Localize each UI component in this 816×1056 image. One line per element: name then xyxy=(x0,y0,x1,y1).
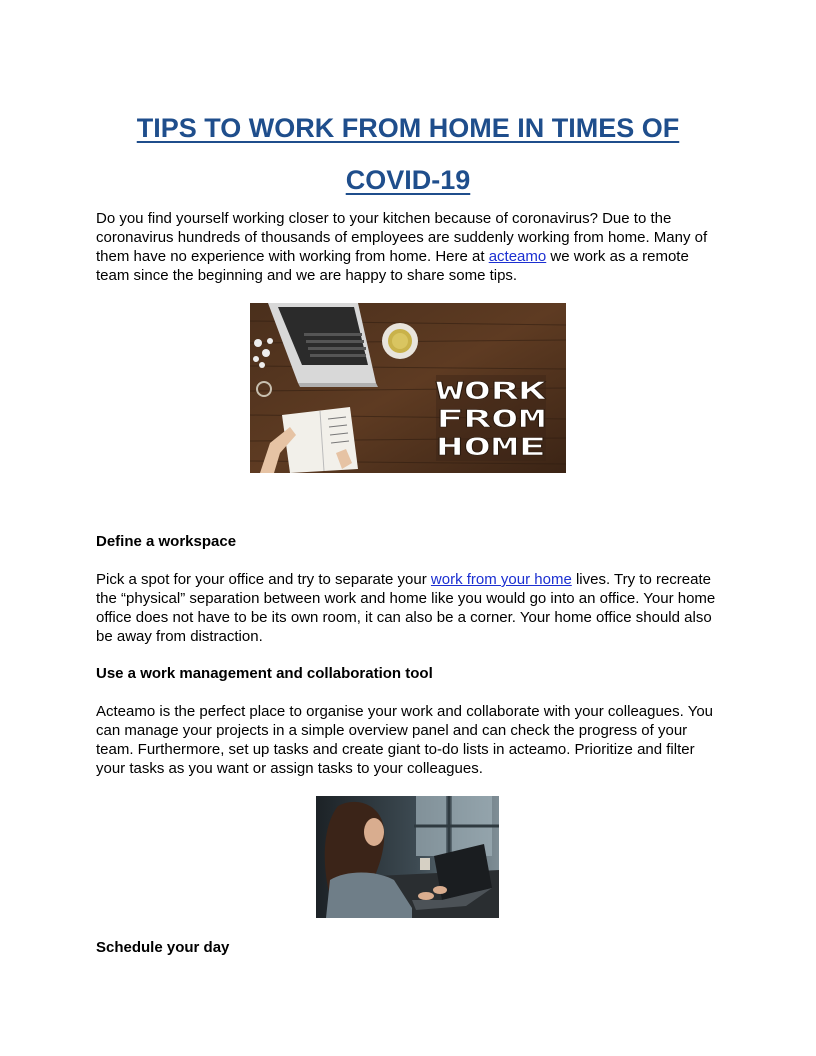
heading-work-management-tool: Use a work management and collaboration tool xyxy=(96,665,433,682)
woman-at-laptop-image xyxy=(316,796,499,918)
workspace-paragraph xyxy=(96,570,726,646)
acteamo-link[interactable]: acteamo xyxy=(488,248,547,265)
page-title-line-1: TIPS TO WORK FROM HOME IN TIMES OF xyxy=(136,113,680,143)
intro-paragraph xyxy=(96,209,726,285)
workspace-text-1: Pick a spot for your office and try to separate your xyxy=(96,571,431,588)
collaboration-paragraph: Acteamo is the perfect place to organise your work and collaborate with your colleagues. You can manage your projects in a simple overview panel and can check the progress of your team. Furthermore, set up tasks and create giant to-do lists in acteamo. Prioritize and filter your tasks as you want or assign tasks to your colleagues. xyxy=(96,703,714,777)
workspace-text-2: lives. Try to recreate the “physical” separation between work and home like you would go into an office. Your home office does not have to be its own room, it can also be a corner. Your home office should also be away from distraction. xyxy=(96,571,716,645)
intro-text-1: Do you find yourself working closer to your kitchen because of coronavirus? Due to the coronavirus hundreds of thousands of employees are suddenly working from home. Many of them have no experience with working from home. Here at xyxy=(96,210,708,265)
tile-word-home: HOME xyxy=(436,433,546,461)
heading-schedule-day: Schedule your day xyxy=(96,939,230,956)
intro-text-2: we work as a remote team since the beginning and we are happy to share some tips. xyxy=(96,248,689,284)
heading-define-workspace: Define a workspace xyxy=(96,533,237,550)
page-title-line-2: COVID-19 xyxy=(345,165,471,195)
tile-word-from: FROM xyxy=(436,405,546,433)
work-from-home-desk-image xyxy=(250,303,566,473)
work-from-your-home-link[interactable]: work from your home xyxy=(430,571,572,588)
tile-word-work: WORK xyxy=(436,377,548,405)
